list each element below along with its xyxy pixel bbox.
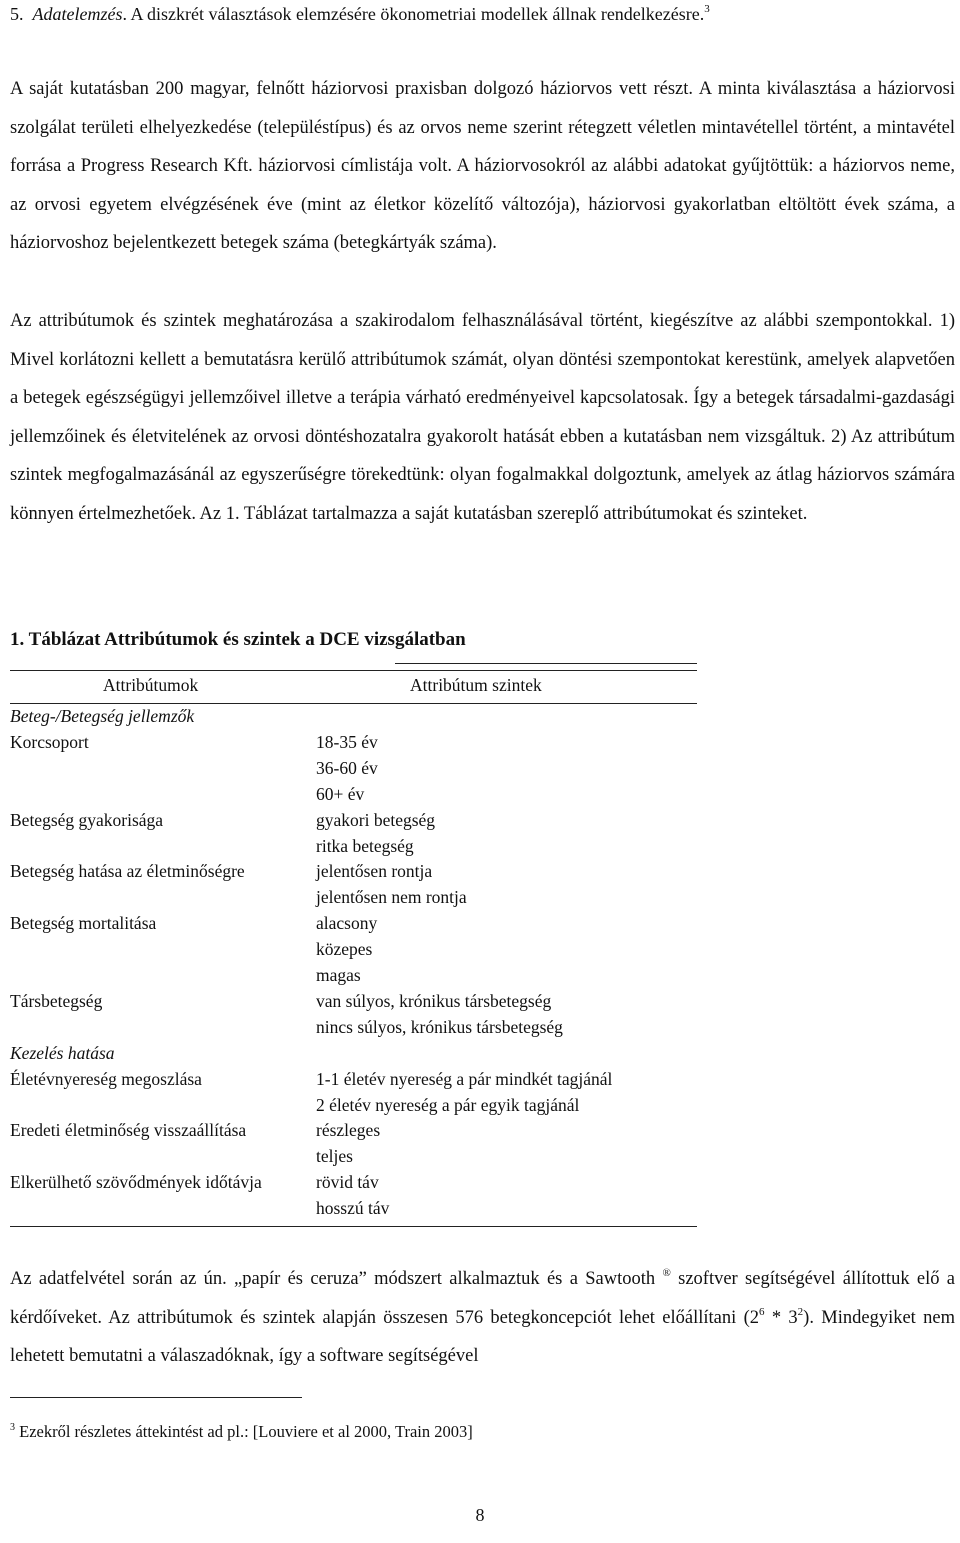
footnote-text: Ezekről részletes áttekintést ad pl.: [Louviere et al 2000, Train 2003] (15, 1422, 473, 1441)
paragraph3-part3: * 3 (764, 1307, 798, 1328)
page-number: 8 (475, 1505, 485, 1525)
table-attribute-level: ritka betegség (316, 835, 414, 856)
paragraph3-part4: ). Mindegyiket nem lehetett bemutatni a válaszadóknak, így a software segítségével (10, 1307, 955, 1367)
table-attribute-level: 1-1 életév nyereség a pár mindkét tagjánál (316, 1068, 613, 1089)
table-attribute-level: magas (316, 965, 361, 985)
exponent-six: 6 (758, 1305, 765, 1318)
table-rule-top-short (395, 663, 697, 664)
table-attribute-level: hosszú táv (316, 1198, 390, 1219)
table-attribute-level: 60+ év (316, 783, 365, 804)
section-title: Adatelemzés (32, 4, 123, 24)
table-header-levels: Attribútum szintek (410, 675, 542, 695)
table-attribute-level: teljes (316, 1146, 353, 1167)
paragraph3-part1: Az adatfelvétel során az ún. „papír és ceruza” módszert alkalmaztuk és a Sawtooth (10, 1269, 656, 1289)
registered-mark: ® (662, 1267, 671, 1279)
footnote-reference: 3 (704, 3, 710, 15)
table-attribute-level: jelentősen nem rontja (316, 887, 467, 908)
paragraph-sample: A saját kutatásban 200 magyar, felnőtt háziorvosi praxisban dolgozó háziorvos vett részt. A minta kiválasztása a háziorvosi szolgálat területi elhelyezkedése (településtípus) és az orvos neme szerint rétegzett véletlen mintavétellel történt, a mintavétel forrása a Progress Research Kft. háziorvosi címlistája volt. A háziorvosokról az alábbi adatokat gyűjtöttük: a háziorvos neme, az orvosi egyetem elvégzésének éve (mint az életkor közelítő változója), háziorvosi gyakorlatban eltöltött évek száma, a háziorvoshoz bejelentkezett betegek száma (betegkártyák száma). (10, 79, 955, 254)
table-attribute-level: 2 életév nyereség a pár egyik tagjánál (316, 1094, 580, 1115)
table-attribute-level: gyakori betegség (316, 809, 436, 830)
table-attribute: Társbetegség (10, 990, 103, 1011)
table-section-label: Kezelés hatása (10, 1042, 115, 1063)
table-attribute-level: nincs súlyos, krónikus társbetegség (316, 1016, 563, 1037)
section-heading-text: . A diszkrét választások elemzésére ökonometriai modellek állnak rendelkezésre. (122, 4, 705, 24)
paragraph-data-collection (10, 1260, 955, 1376)
table-attribute: Betegség hatása az életminőségre (10, 861, 245, 882)
table-section-label: Beteg-/Betegség jellemzők (10, 706, 195, 726)
section-heading (10, 2, 710, 26)
table-header-attributes: Attribútumok (103, 675, 199, 695)
table-attribute-level: van súlyos, krónikus társbetegség (316, 990, 552, 1011)
footnote-separator (10, 1397, 302, 1398)
table-attribute-level: 36-60 év (316, 757, 378, 778)
table-attribute-level: alacsony (316, 913, 378, 934)
table-attribute-level: jelentősen rontja (316, 861, 433, 882)
section-number: 5. (10, 4, 24, 24)
table-attribute: Betegség gyakorisága (10, 809, 164, 830)
table-title: 1. Táblázat Attribútumok és szintek a DCE vizsgálatban (10, 629, 466, 650)
table-attribute: Elkerülhető szövődmények időtávja (10, 1172, 262, 1193)
table-attribute-level: részleges (316, 1120, 381, 1141)
paragraph-attributes: Az attribútumok és szintek meghatározása a szakirodalom felhasználásával történt, kiegészítve az alábbi szempontokkal. 1) Mivel korlátozni kellett a bemutatásra kerülő attribútumok számát, olyan döntési szempontokat kerestünk, amelyek alapvetően a betegek egészségügyi jellemzőivel illetve a terápia várható eredményeivel kapcsolatosak. Így a betegek társadalmi-gazdasági jellemzőinek és életvitelének az orvosi döntéshozatalra gyakorolt hatását ebben a kutatásban nem vizsgáltuk. 2) Az attribútum szintek megfogalmazásánál az egyszerűségre törekedtünk: olyan fogalmakkal dolgoztunk, amelyek az átlag háziorvos számára könnyen értelmezhetőek. Az 1. Táblázat tartalmazza a saját kutatásban szereplő attribútumokat és szinteket. (10, 311, 955, 524)
exponent-two: 2 (797, 1305, 804, 1318)
table-attribute: Betegség mortalitása (10, 913, 157, 934)
paragraph3-part2: szoftver segítségével állítottuk elő a kérdőíveket. Az attribútumok és szintek alapján összesen 576 betegkoncepciót lehet előállítani (2 (10, 1269, 956, 1328)
table-attribute-level: rövid táv (316, 1172, 379, 1193)
footnote (10, 1419, 473, 1445)
table-attribute: Életévnyereség megoszlása (10, 1068, 202, 1089)
table-attribute: Korcsoport (10, 731, 89, 752)
table-attribute-level: közepes (316, 939, 373, 960)
footnote-number: 3 (10, 1422, 15, 1433)
table-attribute-level: 18-35 év (316, 731, 378, 752)
table-attribute: Eredeti életminőség visszaállítása (10, 1120, 247, 1141)
table-rule-bottom (10, 1226, 697, 1227)
